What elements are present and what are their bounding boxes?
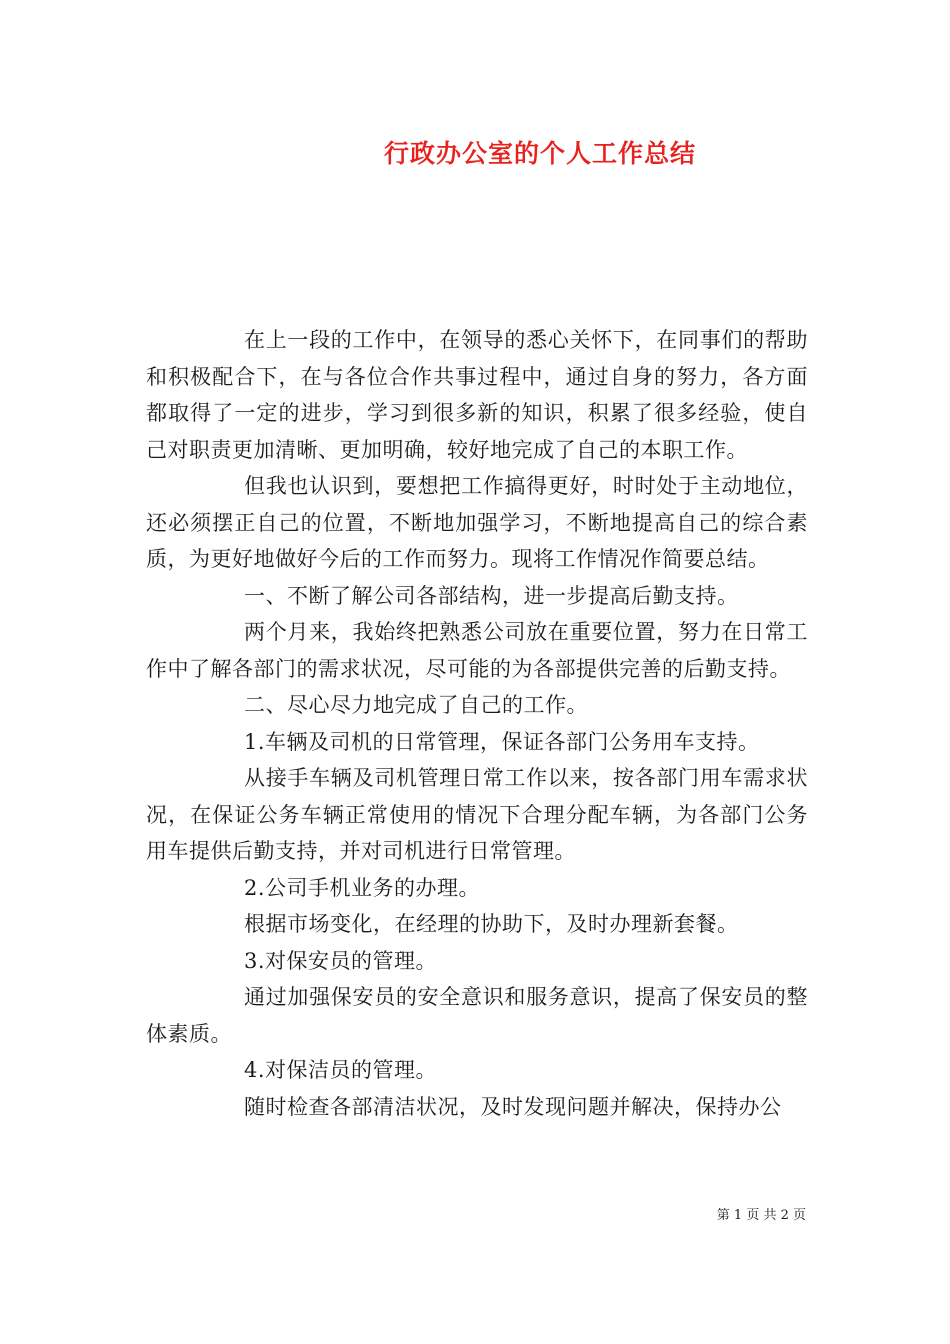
section-heading: 一、不断了解公司各部结构，进一步提高后勤支持。	[244, 583, 739, 608]
paragraph: 通过加强保安员的安全意识和服务意识，提高了保安员的整体素质。	[146, 985, 808, 1046]
subsection-heading: 1.车辆及司机的日常管理，保证各部门公务用车支持。	[244, 729, 760, 754]
paragraph: 随时检查各部清洁状况，及时发现问题并解决，保持办公	[244, 1094, 782, 1119]
paragraph: 两个月来，我始终把熟悉公司放在重要位置，努力在日常工作中了解各部门的需求状况，尽可能的为各部提供完善的后勤支持。	[146, 620, 808, 681]
subsection-heading: 3.对保安员的管理。	[244, 948, 438, 973]
section-heading: 二、尽心尽力地完成了自己的工作。	[244, 693, 588, 717]
subsection-heading: 2.公司手机业务的办理。	[244, 875, 481, 900]
paragraph: 在上一段的工作中，在领导的悉心关怀下，在同事们的帮助和积极配合下，在与各位合作共事过程中，通过自身的努力，各方面都取得了一定的进步，学习到很多新的知识，积累了很多经验，使自己对职责更加清晰、更加明确，较好地完成了自己的本职工作。	[146, 328, 808, 462]
paragraph: 从接手车辆及司机管理日常工作以来，按各部门用车需求状况，在保证公务车辆正常使用的情况下合理分配车辆，为各部门公务用车提供后勤支持，并对司机进行日常管理。	[146, 766, 808, 863]
subsection-heading: 4.对保洁员的管理。	[244, 1058, 438, 1082]
paragraph: 根据市场变化，在经理的协助下，及时办理新套餐。	[244, 912, 739, 936]
paragraph: 但我也认识到，要想把工作搞得更好，时时处于主动地位，还必须摆正自己的位置，不断地加强学习，不断地提高自己的综合素质，为更好地做好今后的工作而努力。现将工作情况作简要总结。	[146, 474, 808, 571]
document-body	[146, 322, 808, 1125]
document-title: 行政办公室的个人工作总结	[383, 139, 696, 168]
page-number-footer: 第 1 页 共 2 页	[716, 1208, 806, 1223]
